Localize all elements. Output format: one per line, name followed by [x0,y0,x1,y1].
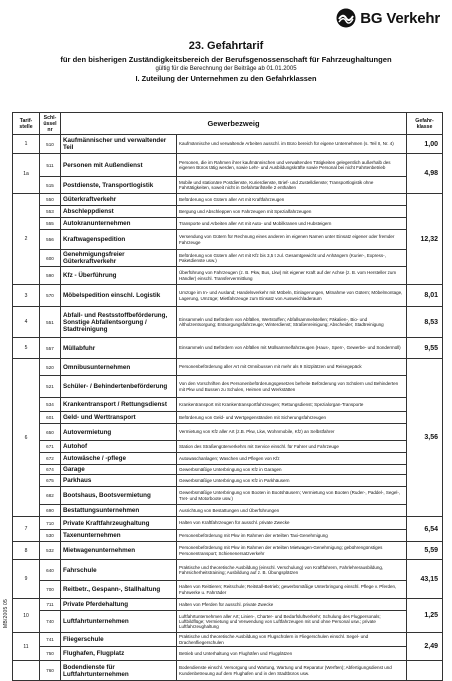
tarifstelle-cell: 5 [13,338,40,359]
gefahrklasse-cell: 6,54 [407,517,443,542]
gewerbezweig-cell: Postdienste, Transportlogistik [61,177,177,194]
gewerbezweig-cell: Personen mit Außendienst [61,154,177,177]
gewerbezweig-cell: Fahrschule [61,560,177,581]
gewerbezweig-cell: Genehmigungsfreier Güterkraftverkehr [61,250,177,267]
schluesselnr-cell: 600 [40,250,61,267]
table-row [13,505,443,517]
table-row [13,560,443,581]
table-row [13,453,443,465]
schluesselnr-cell: 674 [40,465,61,475]
description-cell: Personenbeförderung mit Pkw im Rahmen der erteilten Taxi-Genehmigung [177,530,407,542]
tarifstelle-cell: 3 [13,285,40,307]
gewerbezweig-cell: Autokranunternehmen [61,218,177,230]
description-cell: Transporte und Arbeiten aller Art mit Auto- und Mobilkranen und Hubsteigern [177,218,407,230]
table-row [13,517,443,530]
table-row [13,376,443,398]
brand-logo [336,8,440,28]
description-cell: Ausrichtung von Bestattungen und Überführungen [177,505,407,517]
schluesselnr-cell: 682 [40,487,61,505]
description-cell: Autowaschanlagen; Waschen und Pflegen von Kfz [177,453,407,465]
gefahrklasse-cell: 3,56 [407,359,443,517]
table-row [13,661,443,681]
schluesselnr-cell: 711 [40,599,61,611]
tariff-table [12,112,443,681]
table-row [13,194,443,206]
schluesselnr-cell: 690 [40,505,61,517]
schluesselnr-cell: 675 [40,475,61,487]
schluesselnr-cell: 557 [40,338,61,359]
gewerbezweig-cell: Taxenunternehmen [61,530,177,542]
schluesselnr-cell: 640 [40,560,61,581]
table-row [13,230,443,250]
description-cell: Einsammeln und Befördern von Abfällen mit Müllsammelfahrzeugen (Haus-, Sperr-, Gewerbe- und Sondermüll) [177,338,407,359]
table-row [13,250,443,267]
table-row [13,154,443,177]
description-cell: Von den Vorschriften des Personenbeförderungsgesetzes befreite Beförderung von Schülern und Behinderten mit Pkw und Bussen zu Schulen, Heimen und Werkstätten [177,376,407,398]
table-body [13,135,443,681]
gewerbezweig-cell: Autohof [61,441,177,453]
tarifstelle-cell: 1 [13,135,40,154]
document-header [0,40,452,83]
table-row [13,530,443,542]
description-cell: Station des Straßengüterverkehrs mit Service einschl. für Fahrer und Fahrzeuge [177,441,407,453]
table-row [13,611,443,633]
gefahrklasse-cell: 1,00 [407,135,443,154]
description-cell: Umzüge im In- und Ausland; Handelsverkehr mit Möbeln, Einlagerungen, Mitnahme von Gütern; Möbelmontage, Lagerung, Umzüge; Mietfahrzeuge zum Einsatz von Ausweichladeraum [177,285,407,307]
tarifstelle-cell: 6 [13,359,40,517]
table-row [13,359,443,376]
schluesselnr-cell: 520 [40,359,61,376]
table-row [13,581,443,599]
tarifstelle-cell: 1a [13,154,40,194]
table-row [13,267,443,285]
description-cell: Beförderung von Gütern aller Art mit Kfz bis 3,5 t zul. Gesamtgewicht und Anhängern (Kurier-, Express-, Paketdienste usw.) [177,250,407,267]
table-row [13,412,443,424]
column-header-schluesselnr: Schl- üssel nr [40,113,61,135]
schluesselnr-cell: 550 [40,194,61,206]
schluesselnr-cell: 551 [40,307,61,338]
schluesselnr-cell: 671 [40,441,61,453]
description-cell: Bodendienste einschl. Versorgung und Wartung, Wartung und Reparatur (Werften); Abfertigungsdienst und Kundenbetreuung auf dem Flughafen und in den Stadtbüros usw. [177,661,407,681]
description-cell: Halten von Pferden für ausschl. private Zwecke [177,599,407,611]
table-row [13,424,443,441]
table-row [13,542,443,560]
description-cell: Versendung von Gütern für Rechnung eines anderen im eigenen Namen unter Einsatz eigener oder fremder Fahrzeuge [177,230,407,250]
description-cell: Kaufmännische und verwaltende Arbeiten ausschl. im Büro bereich für eigene Unternehmen (s. Teil II, Nr. 4) [177,135,407,154]
gewerbezweig-cell: Kfz - Überführung [61,267,177,285]
table-row [13,475,443,487]
gefahrklasse-cell: 8,53 [407,307,443,338]
gefahrklasse-cell: 8,01 [407,285,443,307]
description-cell: Betrieb und Unterhaltung von Flughäfen und Flugplätzen [177,647,407,661]
table-row [13,465,443,475]
description-cell: Praktische und theoretische Ausbildung (einschl. Verschulung) von Kraftfahrern, Fahrlehrerausbildung, Fahrsicherheitstraining; Ausbildung auf z. B. Übungsplätzen [177,560,407,581]
description-cell: Halten von Reittieren; Reitschule; Reitstall-Betrieb; gewerbsmäßige Unterbringung einschl. Pflege v. Pferden, Fuhrwerke u. Fahrräder [177,581,407,599]
table-row [13,633,443,647]
description-cell: Vermietung von Kfz aller Art (z.B. Pkw, Lkw, Wohnmobile, Kfz) an Selbstfahrer [177,424,407,441]
document-title: 23. Gefahrtarif [188,40,264,52]
tarifstelle-cell: 7 [13,517,40,542]
gefahrklasse-cell: 5,59 [407,542,443,560]
gefahrklasse-cell [407,661,443,681]
description-cell: Einsammeln und Befördern von Abfällen, Wertstoffen; Abfallsammelstellen; Fäkalien-, Bio- und Altholzentsorgung; Entsorgungsfahrzeuge; Winterdienst; Straßenreinigung; Abscheider; Stadtreinigung [177,307,407,338]
table-row [13,487,443,505]
bg-verkehr-logo-icon [336,8,356,28]
gewerbezweig-cell: Bodendienste für Luftfahrtunternehmen [61,661,177,681]
schluesselnr-cell: 555 [40,218,61,230]
gewerbezweig-cell: Kaufmännischer und verwaltender Teil [61,135,177,154]
description-cell: Beförderung von Geld- und Wertgegenständen mit Sicherungsfahrzeugen [177,412,407,424]
schluesselnr-cell: 740 [40,611,61,633]
gewerbezweig-cell: Schüler- / Behindertenbeförderung [61,376,177,398]
validity-note: gültig für die Berechnung der Beiträge ab 01.01.2005 [155,66,297,72]
table-row [13,307,443,338]
column-header-gewerbezweig: Gewerbezweig [61,113,407,135]
description-cell: Gewerbsmäßige Unterbringung von Booten in Bootshäusern; Vermietung von Booten (Ruder-, Paddel-, Segel-, Tret- und Motorboote usw.) [177,487,407,505]
schluesselnr-cell: 532 [40,542,61,560]
description-cell: Überführung von Fahrzeugen (z. B. Pkw, Bus, Lkw) mit eigener Kraft auf der Achse (z. B. vom Hersteller zum Händler) einschl. Transfervermittlung [177,267,407,285]
schluesselnr-cell: 750 [40,647,61,661]
gewerbezweig-cell: Abfall- und Restsstoffbeförderung, Sonstige Abfallentsorgung / Stadtreinigung [61,307,177,338]
description-cell: Gewerbsmäßige Unterbringung von Kfz in Parkhäusern [177,475,407,487]
table-row [13,599,443,611]
description-cell: Personenbeförderung mit Pkw im Rahmen der erteilten Mietwagen-Genehmigung; gebührengünstiges Personentransport; Schienenersatzverkehr [177,542,407,560]
gewerbezweig-cell: Krankentransport / Rettungsdienst [61,398,177,412]
gewerbezweig-cell: Luftfahrtunternehmen [61,611,177,633]
gewerbezweig-cell: Reitbetr., Gespann-, Stallhaltung [61,581,177,599]
table-row [13,218,443,230]
side-note: MB/2005 05 [3,599,9,628]
gewerbezweig-cell: Flughafen, Flugplatz [61,647,177,661]
schluesselnr-cell: 672 [40,453,61,465]
schluesselnr-cell: 700 [40,581,61,599]
table-row [13,177,443,194]
table-row [13,285,443,307]
schluesselnr-cell: 570 [40,285,61,307]
schluesselnr-cell: 590 [40,267,61,285]
gewerbezweig-cell: Omnibusunternehmen [61,359,177,376]
schluesselnr-cell: 530 [40,530,61,542]
description-cell: Personenbeförderung aller Art mit Omnibussen mit mehr als 9 Sitzplätzen und Reisegepäck [177,359,407,376]
gewerbezweig-cell: Fliegerschule [61,633,177,647]
table-row [13,441,443,453]
description-cell: Gewerbsmäßige Unterbringung von Kfz in Garagen [177,465,407,475]
table-row [13,206,443,218]
schluesselnr-cell: 515 [40,177,61,194]
table-row [13,338,443,359]
gewerbezweig-cell: Private Kraftfahrzeughaltung [61,517,177,530]
gewerbezweig-cell: Müllabfuhr [61,338,177,359]
tarifstelle-cell: 8 [13,542,40,560]
gewerbezweig-cell: Abschleppdienst [61,206,177,218]
gefahrklasse-cell: 1,25 [407,599,443,633]
tarifstelle-cell [13,661,40,681]
table-header-row [13,113,443,135]
schluesselnr-cell: 511 [40,154,61,177]
schluesselnr-cell: 760 [40,661,61,681]
gewerbezweig-cell: Parkhaus [61,475,177,487]
brand-name: BG Verkehr [360,9,440,27]
gewerbezweig-cell: Güterkraftverkehr [61,194,177,206]
gewerbezweig-cell: Geld- und Werttransport [61,412,177,424]
schluesselnr-cell: 521 [40,376,61,398]
gefahrklasse-cell: 2,49 [407,633,443,661]
description-cell: Mobile und stationäre Postdienste, Kurierdienste, Brief- und Zustelldienste; Transportlogistik ohne Fahrtätigkeiten, soweit nicht in Gefahrtarifstelle 2 enthalten [177,177,407,194]
description-cell: Halten von Kraftfahrzeugen für ausschl. private Zwecke [177,517,407,530]
description-cell: Bergung und Abschleppen von Fahrzeugen mit Spezialfahrzeugen [177,206,407,218]
schluesselnr-cell: 510 [40,135,61,154]
description-cell: Beförderung von Gütern aller Art mit Kraftfahrzeugen [177,194,407,206]
gefahrklasse-cell: 43,15 [407,560,443,599]
gefahrklasse-cell: 4,98 [407,154,443,194]
schluesselnr-cell: 601 [40,412,61,424]
gewerbezweig-cell: Garage [61,465,177,475]
gewerbezweig-cell: Möbelspedition einschl. Logistik [61,285,177,307]
schluesselnr-cell: 534 [40,398,61,412]
tarifstelle-cell: 4 [13,307,40,338]
section-heading: I. Zuteilung der Unternehmen zu den Gefahrklassen [135,74,317,83]
table-row [13,135,443,154]
table-row [13,647,443,661]
tarifstelle-cell: 2 [13,194,40,285]
tarifstelle-cell: 11 [13,633,40,661]
column-header-tarifstelle: Tarif- stelle [13,113,40,135]
gefahrklasse-cell: 12,32 [407,194,443,285]
gewerbezweig-cell: Autowäsche / -pflege [61,453,177,465]
document-subtitle: für den bisherigen Zuständigkeitsbereich der Berufsgenossenschaft für Fahrzeughaltungen [60,55,392,64]
gewerbezweig-cell: Mietwagenunternehmen [61,542,177,560]
gewerbezweig-cell: Bestattungsunternehmen [61,505,177,517]
gewerbezweig-cell: Private Pferdehaltung [61,599,177,611]
tarifstelle-cell: 9 [13,560,40,599]
description-cell: Krankentransport mit Krankentransportfahrzeugen; Rettungsdienst; Spezialorgan-Transporte [177,398,407,412]
schluesselnr-cell: 710 [40,517,61,530]
schluesselnr-cell: 741 [40,633,61,647]
description-cell: Praktische und theoretische Ausbildung von Flugschülern in Fliegerschulen einschl. Segel- und Drachenfliegerschulen [177,633,407,647]
description-cell: Luftfahrtunternehmen aller Art; Linien-, Charter- und Bedarfsluftverkehr; Schulung des Flugpersonals; Luftbildflüge; Vermietung und Verwendung von Luftfahrzeugen mit und ohne Personal usw.; private Luftfahrzeughaltung [177,611,407,633]
schluesselnr-cell: 650 [40,424,61,441]
gefahrklasse-cell: 9,55 [407,338,443,359]
description-cell: Personen, die im Rahmen ihrer kaufmännischen und verwaltenden Tätigkeiten gelegentlich außerhalb des eigenen Büros tätig werden, sowie Lehr- und Ausbildungskräfte sowie Personal bei nicht Fahrtenbetrieb [177,154,407,177]
schluesselnr-cell: 556 [40,230,61,250]
gewerbezweig-cell: Kraftwagenspedition [61,230,177,250]
tarifstelle-cell: 10 [13,599,40,633]
column-header-gefahrklasse: Gefahr- klasse [407,113,443,135]
gewerbezweig-cell: Autovermietung [61,424,177,441]
gewerbezweig-cell: Bootshaus, Bootsvermietung [61,487,177,505]
schluesselnr-cell: 553 [40,206,61,218]
table-row [13,398,443,412]
